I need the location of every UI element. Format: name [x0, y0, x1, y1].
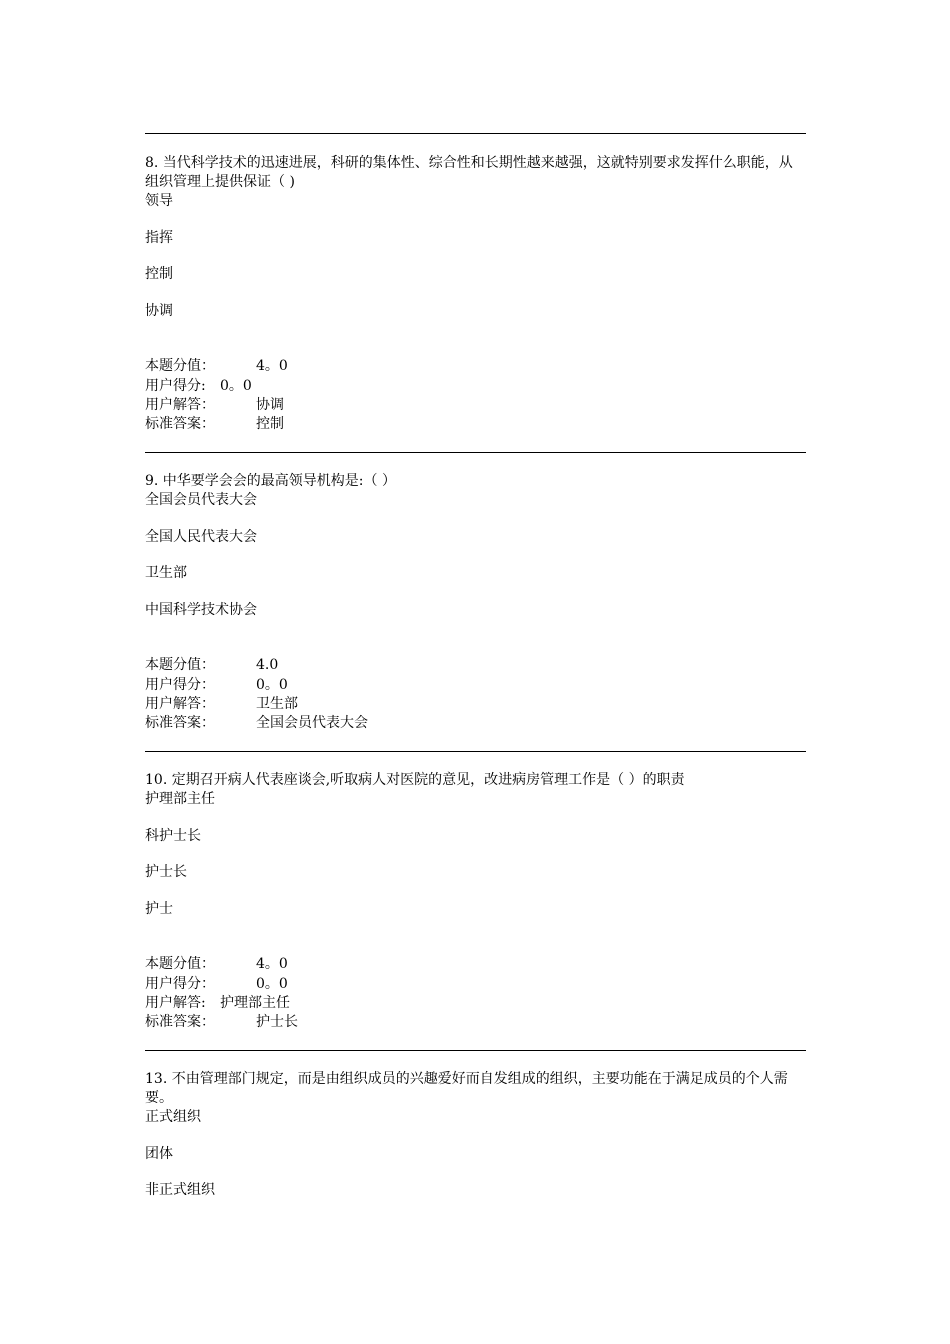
- score-label: 本题分值：: [145, 657, 215, 673]
- user-score-value: 0。0: [220, 378, 252, 394]
- divider: [145, 1050, 806, 1051]
- user-answer-value: 协调: [256, 397, 284, 413]
- question-text: 13. 不由管理部门规定，而是由组织成员的兴趣爱好而自发组成的组织，主要功能在于满足成员的个人需要。: [145, 1071, 788, 1106]
- answer-option[interactable]: 协调: [145, 303, 173, 319]
- answer-option[interactable]: 团体: [145, 1146, 173, 1162]
- user-score-value: 0。0: [256, 976, 288, 992]
- divider: [145, 751, 806, 752]
- score-value: 4。0: [256, 358, 288, 374]
- answer-option[interactable]: 非正式组织: [145, 1182, 215, 1198]
- answer-option[interactable]: 中国科学技术协会: [145, 602, 257, 618]
- divider: [145, 133, 806, 134]
- standard-answer-label: 标准答案：: [145, 1014, 215, 1030]
- standard-answer-label: 标准答案：: [145, 416, 215, 432]
- user-answer-label: 用户解答:: [145, 995, 206, 1011]
- answer-option[interactable]: 卫生部: [145, 565, 187, 581]
- user-answer-label: 用户解答：: [145, 397, 215, 413]
- answer-option[interactable]: 科护士长: [145, 828, 201, 844]
- user-score-label: 用户得分：: [145, 976, 215, 992]
- question-text: 9. 中华要学会会的最高领导机构是:（ ）: [145, 473, 396, 489]
- score-label: 本题分值：: [145, 956, 215, 972]
- user-answer-label: 用户解答：: [145, 696, 215, 712]
- answer-option[interactable]: 控制: [145, 266, 173, 282]
- answer-option[interactable]: 全国会员代表大会: [145, 492, 257, 508]
- answer-option[interactable]: 护士长: [145, 864, 187, 880]
- answer-option[interactable]: 护士: [145, 901, 173, 917]
- score-value: 4.0: [256, 657, 279, 673]
- answer-option[interactable]: 领导: [145, 193, 173, 209]
- standard-answer-value: 护士长: [256, 1014, 298, 1030]
- user-score-label: 用户得分:: [145, 378, 206, 394]
- standard-answer-value: 控制: [256, 416, 284, 432]
- question-text: 8. 当代科学技术的迅速进展，科研的集体性、综合性和长期性越来越强，这就特别要求发挥什么职能，从组织管理上提供保证（ ): [145, 155, 793, 190]
- answer-option[interactable]: 护理部主任: [145, 791, 215, 807]
- score-label: 本题分值：: [145, 358, 215, 374]
- divider: [145, 452, 806, 453]
- user-answer-value: 护理部主任: [220, 995, 290, 1011]
- answer-option[interactable]: 指挥: [145, 230, 173, 246]
- score-value: 4。0: [256, 956, 288, 972]
- question-text: 10. 定期召开病人代表座谈会,听取病人对医院的意见，改进病房管理工作是（ ）的职责: [145, 772, 685, 788]
- user-answer-value: 卫生部: [256, 696, 298, 712]
- standard-answer-value: 全国会员代表大会: [256, 715, 368, 731]
- user-score-value: 0。0: [256, 677, 288, 693]
- answer-option[interactable]: 全国人民代表大会: [145, 529, 257, 545]
- standard-answer-label: 标准答案：: [145, 715, 215, 731]
- answer-option[interactable]: 正式组织: [145, 1109, 201, 1125]
- user-score-label: 用户得分：: [145, 677, 215, 693]
